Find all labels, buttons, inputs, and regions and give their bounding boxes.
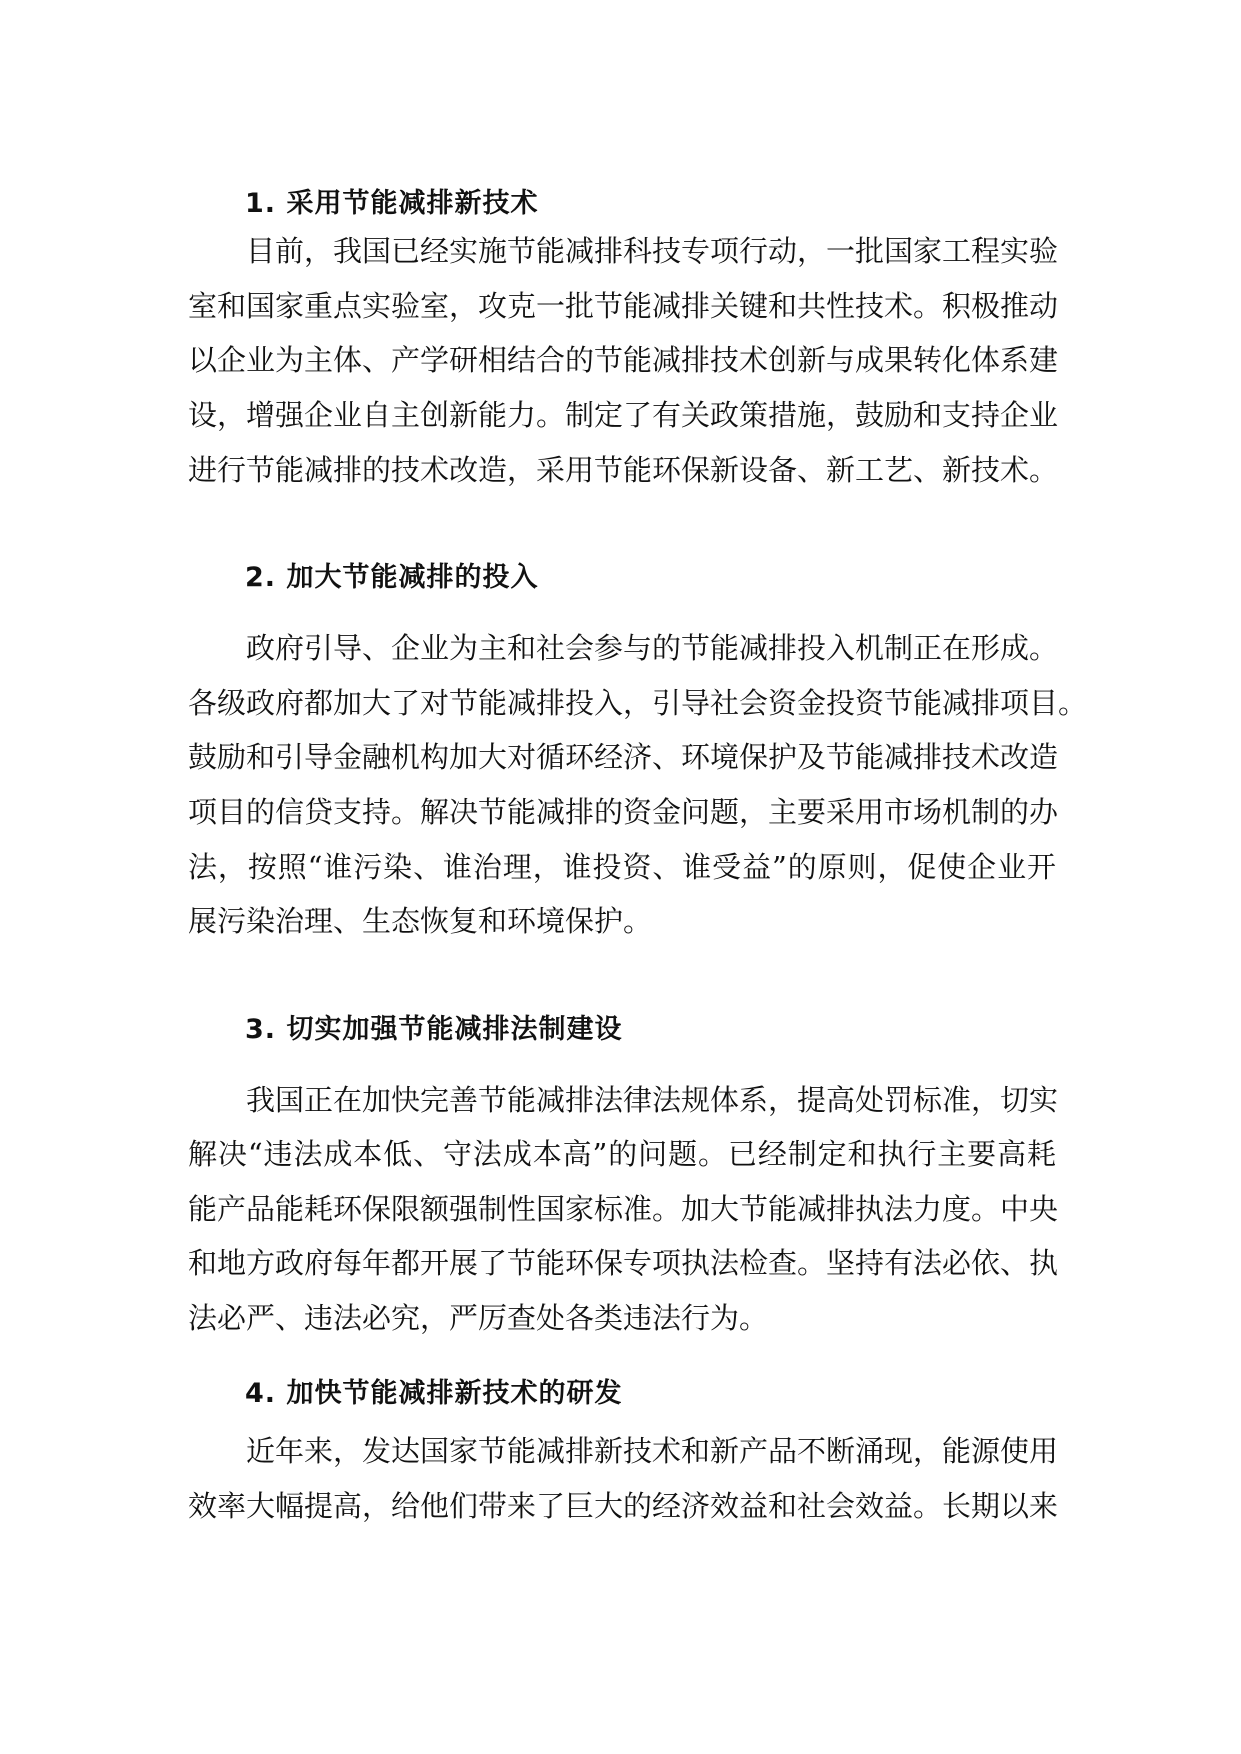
section-heading: 1. 采用节能减排新技术	[245, 188, 539, 219]
paragraph-line: 能产品能耗环保限额强制性国家标准。加大节能减排执法力度。中央	[188, 1192, 1059, 1226]
paragraph-line: 目前，我国已经实施节能减排科技专项行动，一批国家工程实验	[246, 234, 1059, 268]
section-heading: 4. 加快节能减排新技术的研发	[245, 1378, 623, 1409]
paragraph-line: 我国正在加快完善节能减排法律法规体系，提高处罚标准，切实	[246, 1083, 1059, 1117]
paragraph-line: 法必严、违法必究，严厉查处各类违法行为。	[188, 1301, 769, 1335]
section-heading: 2. 加大节能减排的投入	[245, 562, 539, 593]
paragraph-line: 室和国家重点实验室，攻克一批节能减排关键和共性技术。积极推动	[188, 289, 1059, 323]
paragraph-line: 各级政府都加大了对节能减排投入，引导社会资金投资节能减排项目。	[188, 686, 1088, 720]
paragraph-line: 进行节能减排的技术改造，采用节能环保新设备、新工艺、新技术。	[188, 453, 1059, 487]
paragraph-line: 法，按照“谁污染、谁治理，谁投资、谁受益”的原则，促使企业开	[188, 850, 1056, 884]
paragraph-line: 鼓励和引导金融机构加大对循环经济、环境保护及节能减排技术改造	[188, 740, 1059, 774]
paragraph-line: 以企业为主体、产学研相结合的节能减排技术创新与成果转化体系建	[188, 343, 1059, 377]
paragraph-line: 政府引导、企业为主和社会参与的节能减排投入机制正在形成。	[246, 631, 1059, 665]
paragraph-line: 效率大幅提高，给他们带来了巨大的经济效益和社会效益。长期以来	[188, 1489, 1059, 1523]
paragraph-line: 设，增强企业自主创新能力。制定了有关政策措施，鼓励和支持企业	[188, 398, 1059, 432]
section-heading: 3. 切实加强节能减排法制建设	[245, 1014, 623, 1045]
paragraph-line: 和地方政府每年都开展了节能环保专项执法检查。坚持有法必依、执	[188, 1246, 1059, 1280]
paragraph-line: 近年来，发达国家节能减排新技术和新产品不断涌现，能源使用	[246, 1434, 1059, 1468]
paragraph-line: 项目的信贷支持。解决节能减排的资金问题，主要采用市场机制的办	[188, 795, 1059, 829]
paragraph-line: 解决“违法成本低、守法成本高”的问题。已经制定和执行主要高耗	[188, 1137, 1056, 1171]
paragraph-line: 展污染治理、生态恢复和环境保护。	[188, 904, 653, 938]
